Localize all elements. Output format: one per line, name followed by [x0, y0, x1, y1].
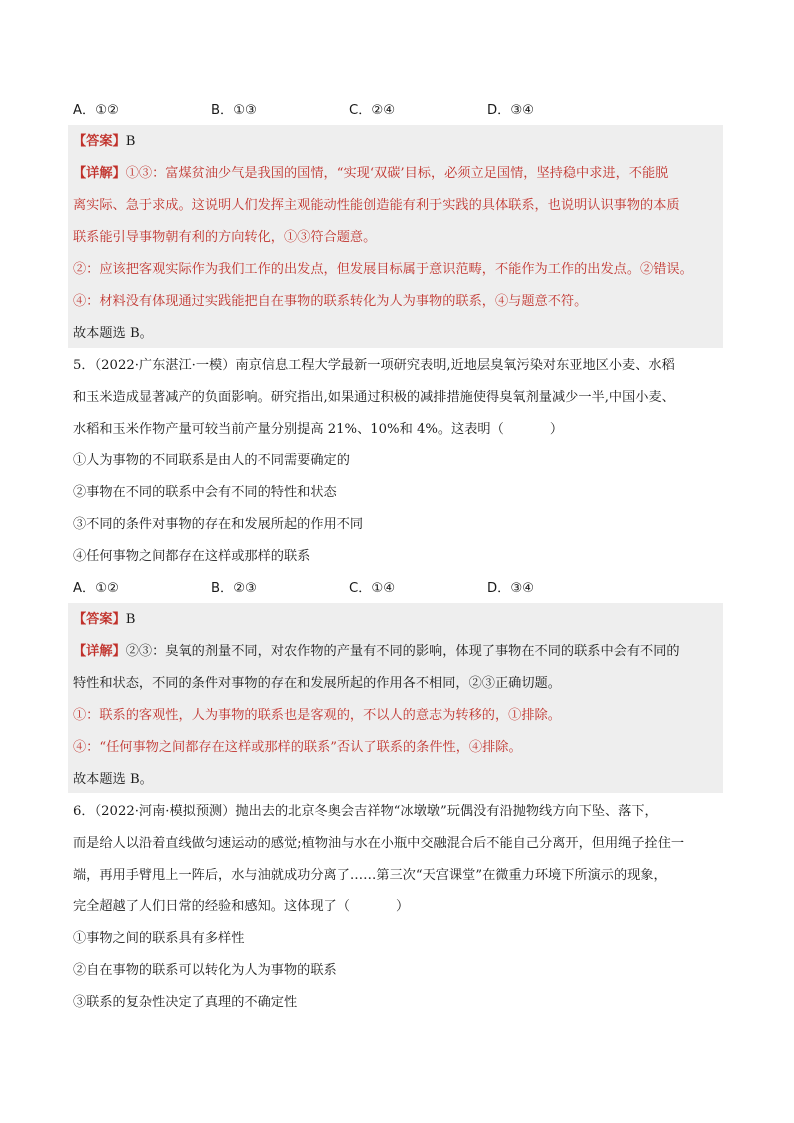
- detail-tag: 【详解】: [73, 644, 126, 659]
- q4-detail-line-4: ②：应该把客观实际作为我们工作的出发点，但发展目标属于意识范畴，不能作为工作的出发点。②错误。: [73, 262, 693, 277]
- q5-detail-line-3: ①：联系的客观性，人为事物的联系也是客观的，不以人的意志为转移的，①排除。: [73, 708, 561, 723]
- answer-value: B: [125, 612, 136, 627]
- q6-stem-line-4: [73, 897, 409, 917]
- q6-stem-line-1: 6．（2022·河南·模拟预测）抛出去的北京冬奥会吉祥物“冰墩墩”玩偶没有沿抛物线方向下坠、落下，: [73, 804, 658, 819]
- q5-item-2: ②事物在不同的联系中会有不同的特性和状态: [73, 485, 337, 500]
- q6-item-3: ③联系的复杂性决定了真理的不确定性: [73, 995, 298, 1010]
- detail-text: ②③：臭氧的剂量不同，对农作物的产量有不同的影响，体现了事物在不同的联系中会有不同的: [125, 644, 680, 659]
- q6-stem-line-3: 端，再用手臂甩上一阵后，水与油就成功分离了……第三次“天宫课堂”在微重力环境下所演示的现象，: [73, 868, 667, 883]
- detail-tag: 【详解】: [73, 166, 126, 181]
- answer-tag: 【答案】: [73, 612, 126, 627]
- q6-item-1: ①事物之间的联系具有多样性: [73, 931, 245, 946]
- q4-option-c: C．②④: [349, 103, 396, 118]
- q4-conclusion: 故本题选 B。: [73, 326, 153, 341]
- q5-answer: [73, 610, 135, 630]
- q6-item-2: ②自在事物的联系可以转化为人为事物的联系: [73, 963, 337, 978]
- stem-text: 水稻和玉米作物产量可较当前产量分别提高 21%、10%和 4%。这表明（: [73, 422, 504, 437]
- q5-item-1: ①人为事物的不同联系是由人的不同需要确定的: [73, 453, 350, 468]
- q4-detail-line-3: 联系能引导事物朝有利的方向转化，①③符合题意。: [73, 230, 377, 245]
- q5-answer-panel: [68, 603, 723, 793]
- q5-detail-line-1: [73, 642, 680, 662]
- q4-answer: [73, 132, 135, 152]
- q5-option-b: B．②③: [211, 581, 257, 596]
- q5-item-4: ④任何事物之间都存在这样或那样的联系: [73, 549, 311, 564]
- q6-stem-line-2: 而是给人以沿着直线做匀速运动的感觉;植物油与水在小瓶中交融混合后不能自己分离开，但用绳子拴住一: [73, 836, 685, 851]
- q4-detail-line-1: [73, 164, 668, 184]
- q5-option-a: A．①②: [73, 581, 119, 596]
- q4-options: [73, 101, 633, 121]
- stem-close-paren: ）: [395, 899, 410, 914]
- stem-text: 完全超越了人们日常的经验和感知。这体现了（: [73, 899, 350, 914]
- q5-stem-line-1: 5．（2022·广东湛江·一模）南京信息工程大学最新一项研究表明,近地层臭氧污染对东亚地区小麦、水稻: [73, 358, 675, 373]
- answer-tag: 【答案】: [73, 134, 126, 149]
- q5-stem-line-3: [73, 420, 563, 440]
- answer-value: B: [125, 134, 136, 149]
- q5-detail-line-4: ④：“任何事物之间都存在这样或那样的联系”否认了联系的条件性，④排除。: [73, 740, 522, 755]
- stem-close-paren: ）: [549, 422, 563, 437]
- detail-text: ①③：富煤贫油少气是我国的国情，“实现‘双碳’目标，必须立足国情，坚持稳中求进，不能脱: [125, 166, 669, 181]
- q5-detail-line-2: 特性和状态，不同的条件对事物的存在和发展所起的作用各不相同，②③正确切题。: [73, 676, 561, 691]
- q4-option-d: D．③④: [487, 103, 534, 118]
- q5-option-d: D．③④: [487, 581, 534, 596]
- q5-option-c: C．①④: [349, 581, 396, 596]
- q5-item-3: ③不同的条件对事物的存在和发展所起的作用不同: [73, 517, 364, 532]
- q5-conclusion: 故本题选 B。: [73, 772, 153, 787]
- q4-detail-line-5: ④：材料没有体现通过实践能把自在事物的联系转化为人为事物的联系，④与题意不符。: [73, 294, 588, 309]
- q4-option-b: B．①③: [211, 103, 257, 118]
- q5-options: [73, 579, 633, 599]
- q4-option-a: A．①②: [73, 103, 119, 118]
- q5-stem-line-2: 和玉米造成显著减产的负面影响。研究指出,如果通过积极的减排措施使得臭氧剂量减少一半,中国小麦、: [73, 390, 675, 405]
- q4-detail-line-2: 离实际、急于求成。这说明人们发挥主观能动性能创造能有利于实践的具体联系，也说明认识事物的本质: [73, 198, 680, 213]
